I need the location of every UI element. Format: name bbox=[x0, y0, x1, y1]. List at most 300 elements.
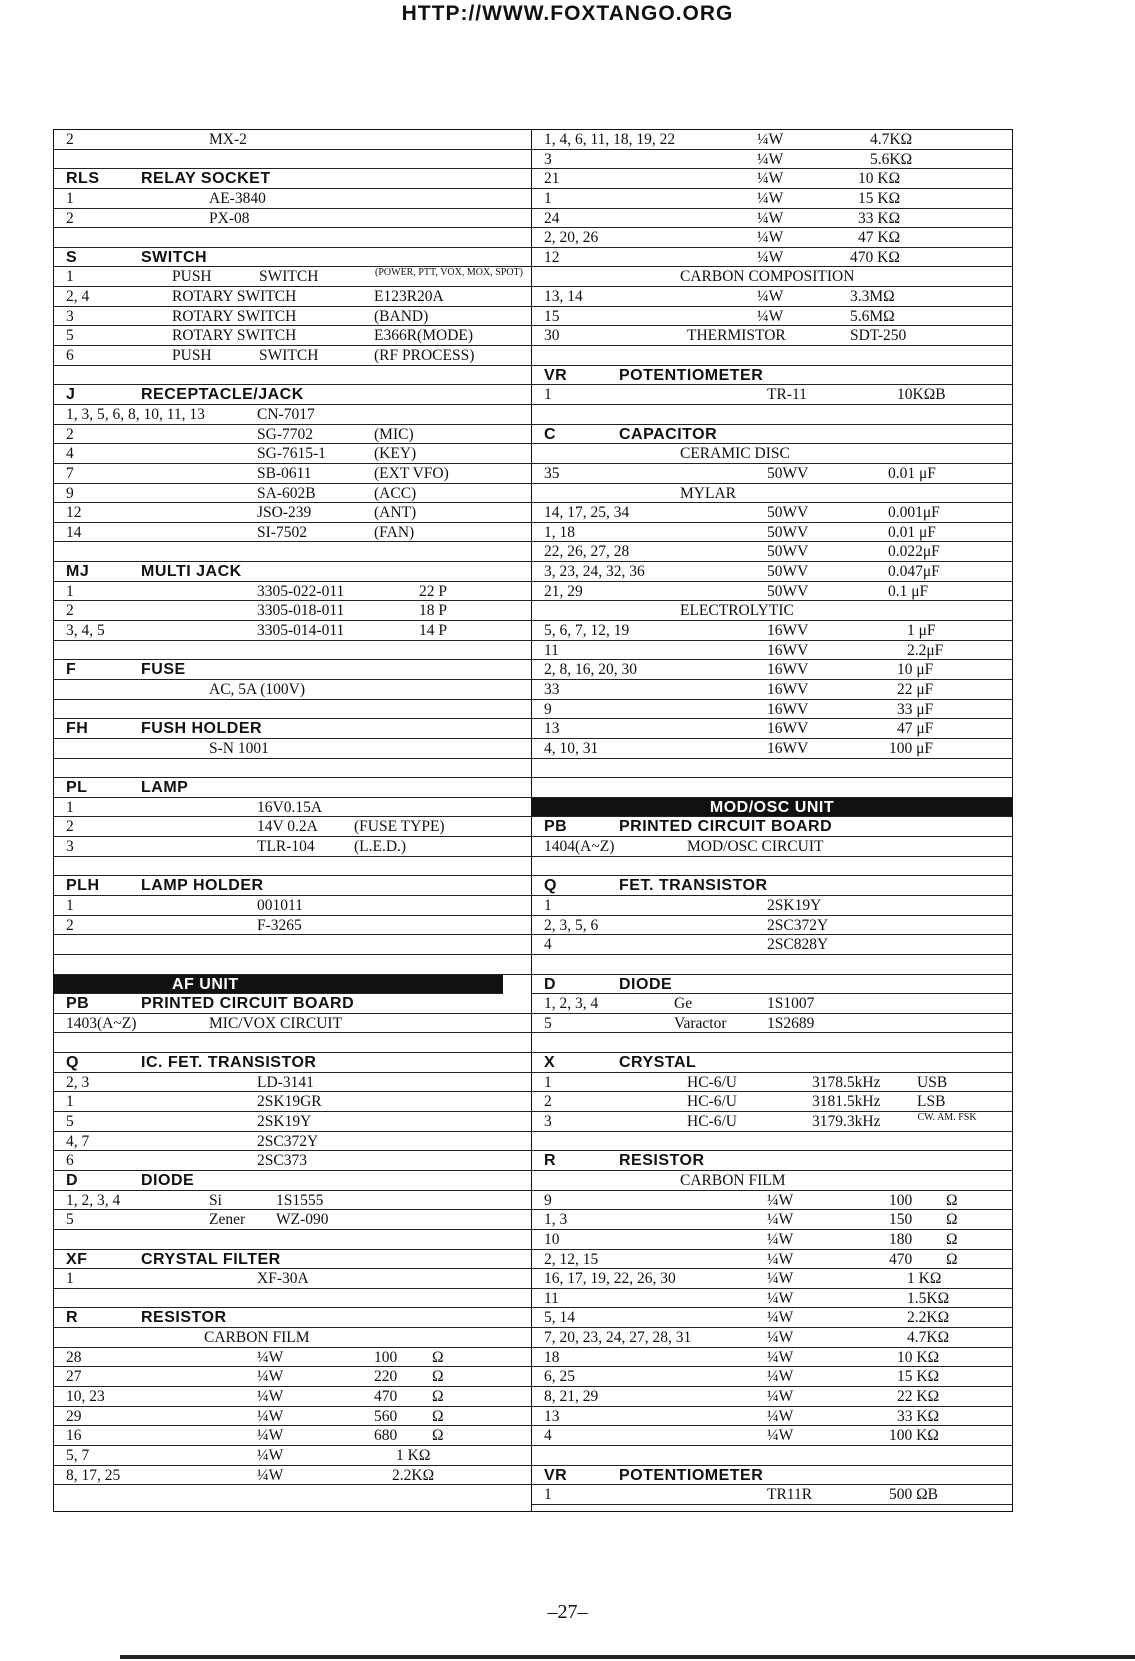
table-cell: 15 KΩ bbox=[897, 1368, 940, 1386]
table-cell: 1 KΩ bbox=[907, 1270, 942, 1288]
table-row bbox=[532, 464, 1012, 484]
table-cell: ¼W bbox=[757, 229, 784, 247]
section-code: XF bbox=[66, 1250, 88, 1268]
table-row bbox=[54, 189, 531, 209]
blank-row bbox=[54, 955, 531, 975]
table-row bbox=[532, 1250, 1012, 1270]
section-header bbox=[54, 1308, 531, 1328]
table-cell: 0.01 μF bbox=[888, 523, 936, 541]
table-cell: WZ-090 bbox=[276, 1211, 329, 1229]
blank-row bbox=[54, 1289, 531, 1309]
table-cell: 2SC372Y bbox=[767, 916, 829, 934]
table-row bbox=[532, 935, 1012, 955]
table-cell: Ω bbox=[946, 1191, 958, 1209]
blank-row bbox=[532, 346, 1012, 366]
section-header bbox=[54, 248, 531, 268]
table-row bbox=[54, 464, 531, 484]
section-header bbox=[54, 1171, 531, 1191]
table-cell: 560 bbox=[374, 1407, 398, 1425]
section-title: RECEPTACLE/JACK bbox=[141, 386, 304, 404]
section-code: R bbox=[544, 1152, 557, 1170]
section-header bbox=[54, 719, 531, 739]
table-cell: 4.7KΩ bbox=[870, 131, 913, 148]
table-cell: ¼W bbox=[767, 1348, 794, 1366]
table-cell: E123R20A bbox=[374, 288, 444, 306]
section-code: MJ bbox=[66, 563, 90, 581]
table-row bbox=[54, 1269, 531, 1289]
table-row bbox=[54, 601, 531, 621]
blank-row bbox=[54, 700, 531, 720]
table-cell: ROTARY SWITCH bbox=[172, 307, 297, 325]
table-cell: 21, 29 bbox=[544, 582, 583, 600]
table-cell: AE-3840 bbox=[209, 189, 266, 207]
table-row bbox=[54, 1014, 531, 1034]
table-cell: 3 bbox=[544, 150, 552, 168]
blank-row bbox=[532, 778, 1012, 798]
table-cell: 33 bbox=[544, 680, 560, 698]
unit-banner-title: AF UNIT bbox=[172, 975, 239, 993]
table-cell: SDT-250 bbox=[850, 327, 907, 345]
table-cell: 1 bbox=[66, 1270, 74, 1288]
table-cell: (BAND) bbox=[374, 307, 429, 325]
table-cell: 47 KΩ bbox=[858, 229, 901, 247]
table-cell: ¼W bbox=[767, 1407, 794, 1425]
table-cell: 2SC373 bbox=[257, 1152, 307, 1170]
section-title: FUSH HOLDER bbox=[141, 720, 263, 738]
section-header bbox=[532, 1053, 1012, 1073]
unit-banner bbox=[54, 975, 503, 995]
table-cell: ¼W bbox=[767, 1368, 794, 1386]
table-row bbox=[532, 503, 1012, 523]
table-cell: 1 bbox=[66, 798, 74, 816]
table-row bbox=[532, 1289, 1012, 1309]
table-cell: 10 KΩ bbox=[858, 170, 901, 188]
section-code: FH bbox=[66, 720, 89, 738]
blank-row bbox=[532, 405, 1012, 425]
table-row bbox=[532, 994, 1012, 1014]
table-row bbox=[532, 484, 1012, 504]
table-cell: 3305-022-011 bbox=[257, 582, 345, 600]
table-row bbox=[54, 1112, 531, 1132]
table-cell: 2.2KΩ bbox=[907, 1309, 950, 1327]
table-cell: 1 bbox=[66, 1093, 74, 1111]
table-row bbox=[532, 130, 1012, 150]
table-cell: 3305-014-011 bbox=[257, 622, 345, 640]
table-cell: ELECTROLYTIC bbox=[680, 602, 794, 620]
table-cell: F-3265 bbox=[257, 916, 302, 934]
table-row bbox=[54, 307, 531, 327]
table-cell: 2 bbox=[66, 209, 74, 227]
table-cell: 16WV bbox=[767, 720, 809, 738]
table-cell: 6 bbox=[66, 347, 74, 365]
table-cell: (FUSE TYPE) bbox=[354, 818, 445, 836]
table-row bbox=[54, 209, 531, 229]
parts-list-table bbox=[53, 129, 1013, 1512]
table-cell: 35 bbox=[544, 464, 560, 482]
table-row bbox=[532, 1014, 1012, 1034]
table-cell: 1S2689 bbox=[767, 1014, 815, 1032]
table-cell: (L.E.D.) bbox=[354, 838, 407, 856]
table-cell: Si bbox=[209, 1191, 222, 1209]
table-row bbox=[532, 248, 1012, 268]
table-cell: ¼W bbox=[257, 1427, 284, 1445]
table-cell: 1 bbox=[66, 189, 74, 207]
table-row bbox=[532, 719, 1012, 739]
table-cell: 2SC828Y bbox=[767, 936, 829, 954]
table-cell: 4, 10, 31 bbox=[544, 739, 599, 757]
section-title: POTENTIOMETER bbox=[619, 1466, 764, 1484]
table-row bbox=[54, 1407, 531, 1427]
table-cell: 30 bbox=[544, 327, 560, 345]
table-row bbox=[54, 1210, 531, 1230]
blank-row bbox=[532, 1446, 1012, 1466]
table-cell: Varactor bbox=[674, 1014, 727, 1032]
table-cell: 2SK19Y bbox=[257, 1113, 312, 1131]
table-cell: 33 KΩ bbox=[897, 1407, 940, 1425]
table-cell: 3 bbox=[66, 838, 74, 856]
table-cell: ¼W bbox=[757, 248, 784, 266]
table-row bbox=[54, 798, 531, 818]
table-cell: SWITCH bbox=[259, 268, 319, 286]
table-row bbox=[532, 1328, 1012, 1348]
blank-row bbox=[532, 857, 1012, 877]
section-title: PRINTED CIRCUIT BOARD bbox=[619, 818, 833, 836]
table-cell: Ω bbox=[946, 1230, 958, 1248]
table-cell: 5 bbox=[544, 1014, 552, 1032]
table-cell: 3, 4, 5 bbox=[66, 622, 105, 640]
table-cell: 1 KΩ bbox=[396, 1446, 431, 1464]
table-row bbox=[54, 896, 531, 916]
table-cell: 50WV bbox=[767, 543, 809, 561]
table-cell: ¼W bbox=[757, 131, 784, 148]
table-cell: 50WV bbox=[767, 582, 809, 600]
table-cell: 50WV bbox=[767, 464, 809, 482]
table-cell: ¼W bbox=[257, 1388, 284, 1405]
table-row bbox=[54, 817, 531, 837]
table-cell: 4 bbox=[544, 936, 552, 954]
blank-row bbox=[54, 1230, 531, 1250]
table-cell: MX-2 bbox=[209, 131, 247, 148]
section-title: RESISTOR bbox=[141, 1309, 227, 1327]
table-cell: ¼W bbox=[757, 307, 784, 325]
table-cell: 2 bbox=[66, 425, 74, 443]
table-cell: ¼W bbox=[257, 1446, 284, 1464]
table-cell: 21 bbox=[544, 170, 560, 188]
table-cell: CARBON FILM bbox=[204, 1329, 310, 1347]
table-row bbox=[54, 326, 531, 346]
table-cell: 2.2μF bbox=[907, 641, 944, 659]
table-row bbox=[54, 130, 531, 150]
table-cell: ¼W bbox=[767, 1191, 794, 1209]
table-cell: MIC/VOX CIRCUIT bbox=[209, 1014, 343, 1032]
table-cell: 2, 8, 16, 20, 30 bbox=[544, 661, 637, 679]
table-row bbox=[54, 444, 531, 464]
table-cell: 33 KΩ bbox=[858, 209, 901, 227]
table-cell: ¼W bbox=[257, 1407, 284, 1425]
table-cell: 1 bbox=[544, 1486, 552, 1504]
table-cell: HC-6/U bbox=[687, 1073, 737, 1091]
table-cell: TLR-104 bbox=[257, 838, 315, 856]
section-title: DIODE bbox=[619, 975, 673, 993]
table-cell: 9 bbox=[544, 1191, 552, 1209]
table-cell: MOD/OSC CIRCUIT bbox=[687, 838, 824, 856]
table-row bbox=[532, 896, 1012, 916]
table-cell: 2, 12, 15 bbox=[544, 1250, 599, 1268]
table-cell: 9 bbox=[544, 700, 552, 718]
table-cell: 15 KΩ bbox=[858, 189, 901, 207]
table-cell: 5, 6, 7, 12, 19 bbox=[544, 622, 630, 640]
table-row bbox=[532, 189, 1012, 209]
page-header-url: HTTP://WWW.FOXTANGO.ORG bbox=[401, 2, 734, 25]
table-row bbox=[54, 916, 531, 936]
section-title: LAMP HOLDER bbox=[141, 877, 264, 895]
table-row bbox=[532, 700, 1012, 720]
section-title: MULTI JACK bbox=[141, 563, 242, 581]
section-code: C bbox=[544, 425, 557, 443]
section-code: VR bbox=[544, 1466, 568, 1484]
table-row bbox=[54, 1092, 531, 1112]
table-cell: 1403(A~Z) bbox=[66, 1014, 137, 1032]
table-row bbox=[532, 209, 1012, 229]
table-cell: 5.6MΩ bbox=[850, 307, 895, 325]
table-cell: CN-7017 bbox=[257, 405, 315, 423]
table-cell: Ω bbox=[432, 1427, 444, 1445]
table-row bbox=[532, 739, 1012, 759]
table-row bbox=[532, 1112, 1012, 1132]
table-cell: 12 bbox=[66, 504, 82, 522]
table-cell: SI-7502 bbox=[257, 523, 307, 541]
table-cell: 680 bbox=[374, 1427, 398, 1445]
unit-banner bbox=[532, 798, 1012, 818]
table-row bbox=[532, 582, 1012, 602]
table-cell: 16WV bbox=[767, 700, 809, 718]
table-cell: 8, 17, 25 bbox=[66, 1466, 121, 1484]
table-row bbox=[532, 267, 1012, 287]
table-cell: 100 bbox=[374, 1348, 398, 1366]
table-cell: ¼W bbox=[257, 1466, 284, 1484]
table-cell: SB-0611 bbox=[257, 464, 312, 482]
table-cell: ¼W bbox=[767, 1270, 794, 1288]
table-cell: 2, 4 bbox=[66, 288, 90, 306]
table-cell: 8, 21, 29 bbox=[544, 1388, 599, 1405]
table-cell: 50WV bbox=[767, 523, 809, 541]
table-cell: TR-11 bbox=[767, 386, 807, 404]
table-row bbox=[532, 680, 1012, 700]
table-cell: 180 bbox=[889, 1230, 913, 1248]
table-cell: 16WV bbox=[767, 661, 809, 679]
table-row bbox=[532, 837, 1012, 857]
table-row bbox=[532, 542, 1012, 562]
table-cell: 29 bbox=[66, 1407, 82, 1425]
table-cell: (EXT VFO) bbox=[374, 464, 449, 482]
table-cell: 1404(A~Z) bbox=[544, 838, 615, 856]
table-cell: 470 bbox=[889, 1250, 913, 1268]
table-cell: MYLAR bbox=[680, 484, 736, 502]
table-cell: TR11R bbox=[767, 1486, 813, 1504]
table-cell: 7 bbox=[66, 464, 74, 482]
table-cell: 150 bbox=[889, 1211, 913, 1229]
table-row bbox=[532, 562, 1012, 582]
table-cell: 3, 23, 24, 32, 36 bbox=[544, 563, 645, 581]
table-cell: 2SC372Y bbox=[257, 1132, 319, 1150]
table-cell: E366R(MODE) bbox=[374, 327, 474, 345]
table-cell: THERMISTOR bbox=[687, 327, 786, 345]
blank-row bbox=[54, 759, 531, 779]
section-title: FET. TRANSISTOR bbox=[619, 877, 768, 895]
table-cell: Ω bbox=[432, 1348, 444, 1366]
table-row bbox=[532, 601, 1012, 621]
table-cell: 10 bbox=[544, 1230, 560, 1248]
table-cell: ROTARY SWITCH bbox=[172, 327, 297, 345]
section-title: SWITCH bbox=[141, 248, 208, 266]
table-cell: 18 P bbox=[419, 602, 447, 620]
table-cell: ¼W bbox=[767, 1289, 794, 1307]
section-title: RESISTOR bbox=[619, 1152, 705, 1170]
table-row bbox=[532, 621, 1012, 641]
section-code: X bbox=[544, 1054, 556, 1072]
table-cell: CW. AM. FSK bbox=[917, 1112, 977, 1124]
table-cell: 2 bbox=[66, 131, 74, 148]
table-row bbox=[54, 1367, 531, 1387]
table-cell: 1 μF bbox=[907, 622, 936, 640]
table-cell: 33 μF bbox=[897, 700, 934, 718]
section-header bbox=[532, 425, 1012, 445]
table-row bbox=[532, 1092, 1012, 1112]
table-cell: 100 bbox=[889, 1191, 913, 1209]
table-cell: 16 bbox=[66, 1427, 82, 1445]
table-cell: 9 bbox=[66, 484, 74, 502]
table-row bbox=[532, 1387, 1012, 1407]
section-header bbox=[532, 1151, 1012, 1171]
table-cell: 5, 7 bbox=[66, 1446, 90, 1464]
table-cell: (KEY) bbox=[374, 445, 417, 463]
table-cell: CERAMIC DISC bbox=[680, 445, 790, 463]
table-cell: (MIC) bbox=[374, 425, 414, 443]
blank-row bbox=[532, 955, 1012, 975]
table-row bbox=[54, 405, 531, 425]
table-cell: 1 bbox=[66, 582, 74, 600]
section-code: R bbox=[66, 1309, 79, 1327]
table-row bbox=[532, 1230, 1012, 1250]
table-cell: 6 bbox=[66, 1152, 74, 1170]
section-header bbox=[54, 169, 531, 189]
table-row bbox=[532, 916, 1012, 936]
table-cell: 0.01 μF bbox=[888, 464, 936, 482]
table-cell: 16WV bbox=[767, 680, 809, 698]
table-cell: 28 bbox=[66, 1348, 82, 1366]
table-row bbox=[54, 1426, 531, 1446]
blank-row bbox=[54, 150, 531, 170]
table-row bbox=[54, 1466, 531, 1486]
table-cell: 14V 0.2A bbox=[257, 818, 318, 836]
blank-row bbox=[54, 935, 531, 955]
table-cell: (ANT) bbox=[374, 504, 417, 522]
table-cell: 1S1555 bbox=[276, 1191, 324, 1209]
table-cell: Zener bbox=[209, 1211, 246, 1229]
table-cell: 16WV bbox=[767, 739, 809, 757]
table-cell: 3178.5kHz bbox=[812, 1073, 881, 1091]
table-cell: 10 μF bbox=[897, 661, 934, 679]
blank-row bbox=[54, 641, 531, 661]
table-row bbox=[532, 1407, 1012, 1427]
table-cell: 22 μF bbox=[897, 680, 934, 698]
section-header bbox=[54, 562, 531, 582]
table-row bbox=[532, 287, 1012, 307]
section-title: CRYSTAL FILTER bbox=[141, 1250, 281, 1268]
table-cell: 12 bbox=[544, 248, 560, 266]
table-cell: 1 bbox=[544, 386, 552, 404]
table-cell: PUSH bbox=[172, 268, 212, 286]
blank-row bbox=[532, 1033, 1012, 1053]
section-title: CAPACITOR bbox=[619, 425, 718, 443]
table-cell: PUSH bbox=[172, 347, 212, 365]
table-cell: ¼W bbox=[767, 1329, 794, 1347]
table-cell: ¼W bbox=[767, 1388, 794, 1405]
section-title: LAMP bbox=[141, 779, 189, 797]
table-cell: (FAN) bbox=[374, 523, 415, 541]
table-cell: 0.047μF bbox=[888, 563, 940, 581]
table-cell: 10KΩB bbox=[897, 386, 946, 404]
table-cell: 22, 26, 27, 28 bbox=[544, 543, 630, 561]
section-code: PB bbox=[66, 995, 90, 1013]
section-header bbox=[54, 778, 531, 798]
table-cell: SA-602B bbox=[257, 484, 316, 502]
unit-banner-title: MOD/OSC UNIT bbox=[709, 798, 835, 816]
table-cell: 3179.3kHz bbox=[812, 1113, 881, 1131]
table-cell: 2 bbox=[66, 818, 74, 836]
section-title: FUSE bbox=[141, 661, 186, 679]
table-cell: Ω bbox=[946, 1211, 958, 1229]
table-cell: 0.022μF bbox=[888, 543, 940, 561]
table-cell: ¼W bbox=[257, 1348, 284, 1366]
table-cell: 1S1007 bbox=[767, 995, 815, 1013]
table-cell: 1 bbox=[66, 268, 74, 286]
section-code: D bbox=[544, 975, 557, 993]
blank-row bbox=[54, 228, 531, 248]
table-cell: 18 bbox=[544, 1348, 560, 1366]
table-cell: SWITCH bbox=[259, 347, 319, 365]
table-cell: 2SK19GR bbox=[257, 1093, 322, 1111]
section-code: Q bbox=[66, 1054, 79, 1072]
table-cell: 1, 3 bbox=[544, 1211, 568, 1229]
table-row bbox=[532, 385, 1012, 405]
table-cell: 100 μF bbox=[889, 739, 934, 757]
table-cell: 220 bbox=[374, 1368, 398, 1386]
table-cell: 0.001μF bbox=[888, 504, 940, 522]
table-cell: 1 bbox=[66, 896, 74, 914]
blank-row bbox=[54, 542, 531, 562]
table-cell: LD-3141 bbox=[257, 1073, 314, 1091]
table-cell: 2.2KΩ bbox=[392, 1466, 435, 1484]
table-cell: 1 bbox=[544, 189, 552, 207]
table-row bbox=[54, 1387, 531, 1407]
table-cell: 1.5KΩ bbox=[907, 1289, 950, 1307]
table-cell: 6, 25 bbox=[544, 1368, 575, 1386]
table-cell: 10 KΩ bbox=[897, 1348, 940, 1366]
table-row bbox=[54, 503, 531, 523]
table-row bbox=[54, 1328, 531, 1348]
table-row bbox=[532, 523, 1012, 543]
table-row bbox=[532, 307, 1012, 327]
table-cell: AC, 5A (100V) bbox=[209, 680, 306, 698]
section-header bbox=[532, 366, 1012, 386]
table-cell: Ω bbox=[432, 1388, 444, 1405]
table-row bbox=[54, 1073, 531, 1093]
table-row bbox=[54, 1151, 531, 1171]
table-cell: ¼W bbox=[757, 150, 784, 168]
table-cell: (POWER, PTT, VOX, MOX, SPOT) bbox=[375, 267, 523, 279]
blank-row bbox=[54, 366, 531, 386]
